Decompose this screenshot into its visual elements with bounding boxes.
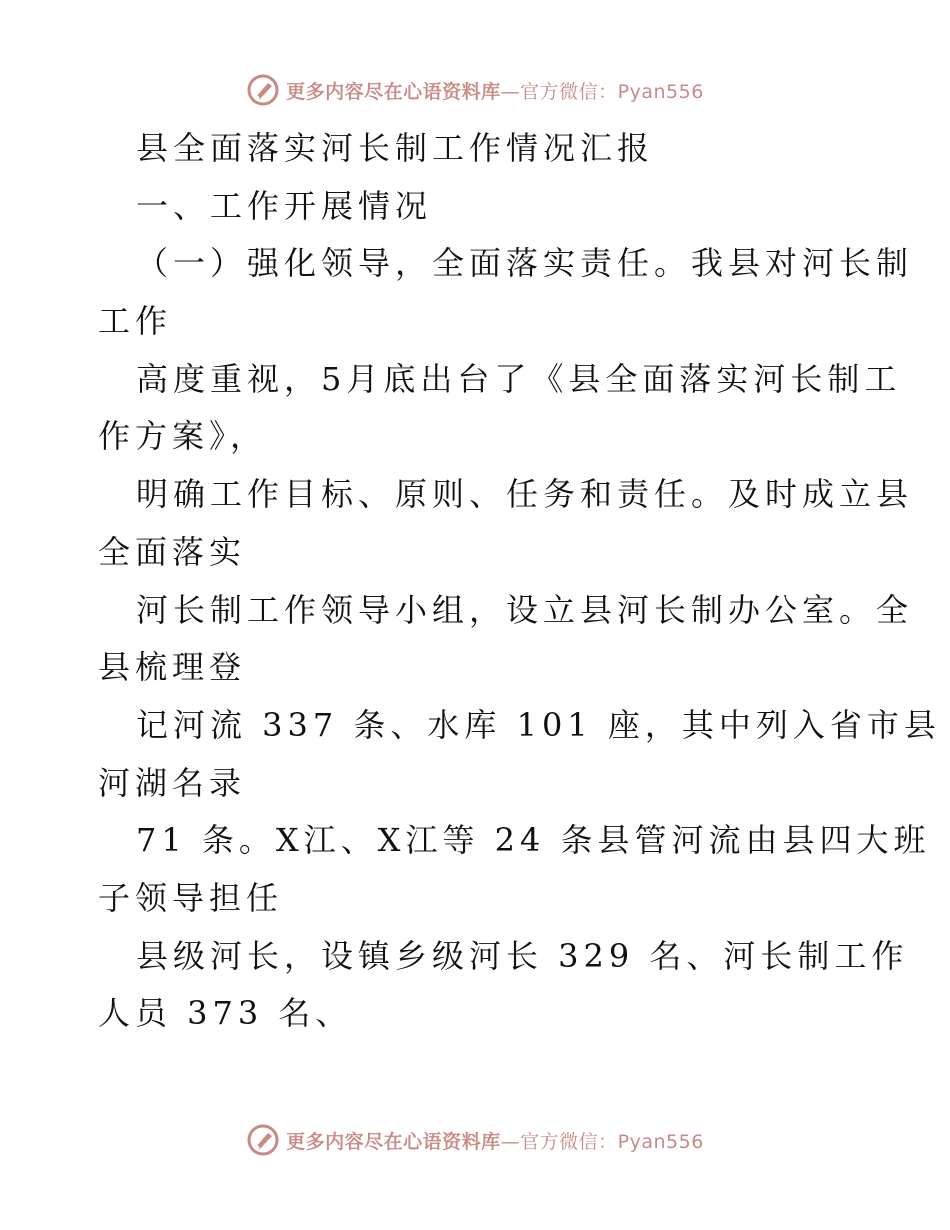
- paragraph-line: 河湖名录: [98, 763, 247, 802]
- paragraph-line: 工作: [98, 302, 173, 341]
- paragraph-line: 人员 373 名、: [98, 994, 353, 1033]
- watermark-dash: —: [500, 80, 521, 103]
- paragraph-line: 县梳理登: [98, 648, 247, 687]
- watermark-brand: 更多内容尽在心语资料库: [286, 80, 501, 103]
- watermark-contact: 官方微信：Pyan556: [520, 80, 704, 103]
- paragraph-line: 子领导担任: [98, 878, 284, 917]
- watermark-dash: —: [500, 1130, 521, 1153]
- watermark-text: [286, 1127, 704, 1154]
- paragraph-line: 作方案》，: [98, 417, 268, 456]
- paragraph-line: 河长制工作领导小组，设立县河长制办公室。全: [136, 590, 914, 629]
- paragraph-line: 记河流 337 条、水库 101 座，其中列入省市县: [136, 705, 941, 744]
- section-heading: 一、工作开展情况: [136, 186, 433, 225]
- paragraph-line: （一）强化领导，全面落实责任。我县对河长制: [136, 244, 914, 283]
- pen-logo-icon: [246, 73, 280, 107]
- paragraph-line: 全面落实: [98, 532, 247, 571]
- paragraph-line: 县级河长，设镇乡级河长 329 名、河长制工作: [136, 936, 909, 975]
- pen-logo-icon: [246, 1123, 280, 1157]
- header-watermark: [0, 70, 950, 110]
- paragraph-line: 明确工作目标、原则、任务和责任。及时成立县: [136, 475, 914, 514]
- paragraph-line: 高度重视，5月底出台了《县全面落实河长制工: [136, 359, 902, 398]
- document-body: [98, 120, 941, 1043]
- paragraph-line: 71 条。X江、X江等 24 条县管河流由县四大班: [136, 821, 931, 860]
- watermark-text: [286, 77, 704, 104]
- watermark-brand: 更多内容尽在心语资料库: [286, 1130, 501, 1153]
- watermark-contact: 官方微信：Pyan556: [520, 1130, 704, 1153]
- document-title: 县全面落实河长制工作情况汇报: [136, 129, 655, 167]
- footer-watermark: [0, 1120, 950, 1160]
